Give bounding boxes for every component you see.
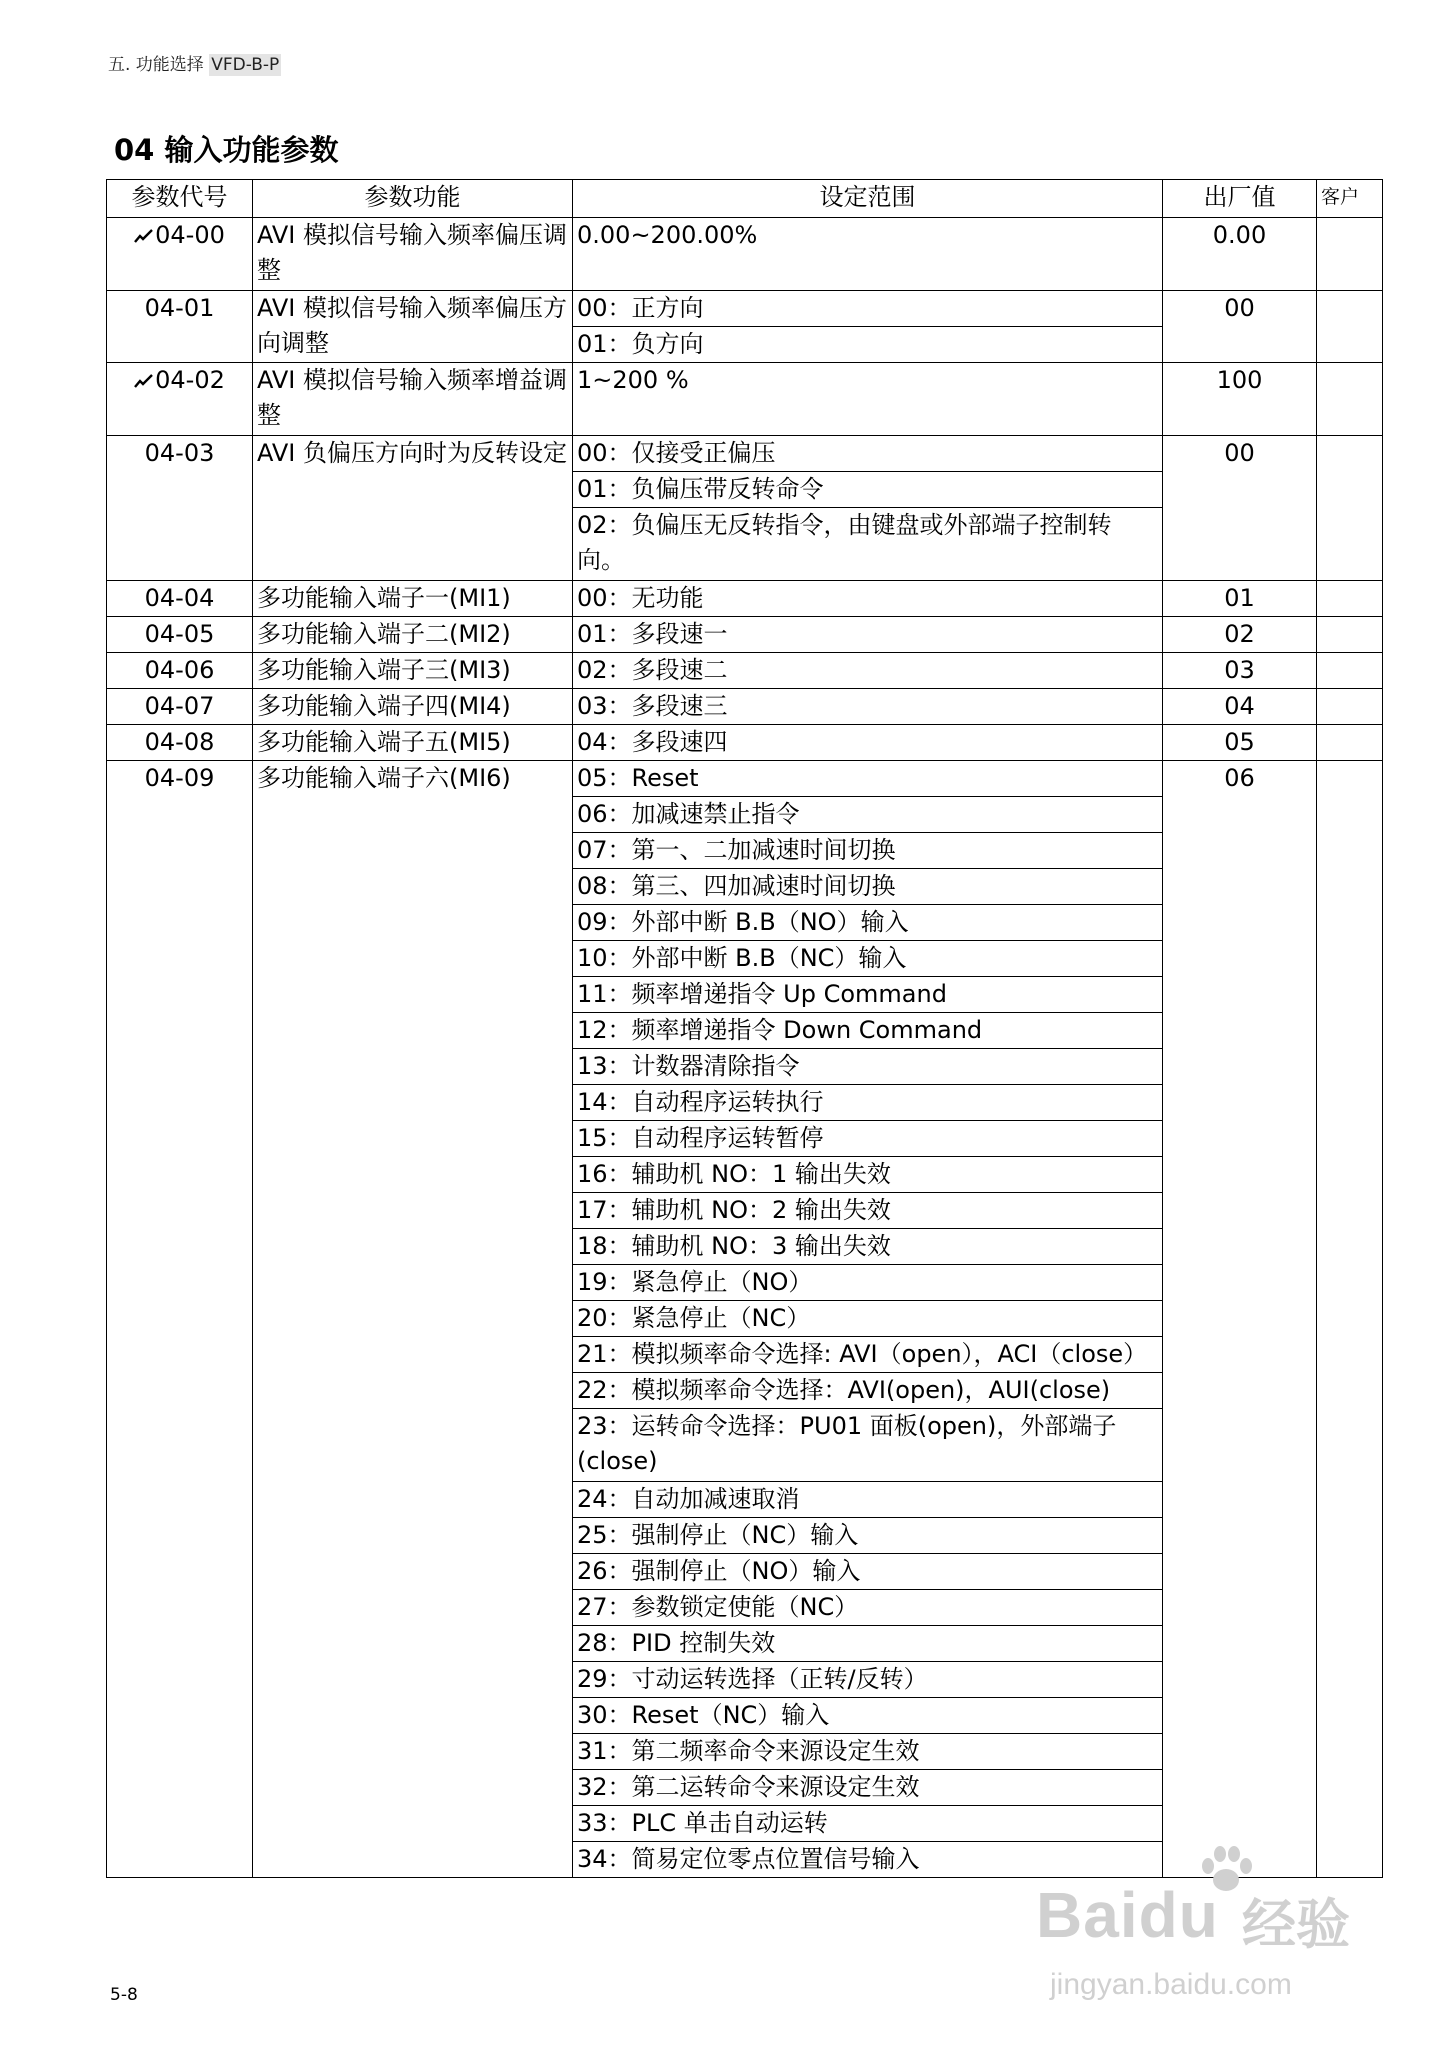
param-default: 06 — [1163, 761, 1317, 1878]
param-range-option: 01：负方向 — [573, 327, 1163, 363]
param-customer — [1317, 218, 1383, 291]
param-code — [107, 689, 253, 725]
param-default: 100 — [1163, 363, 1317, 436]
param-customer — [1317, 653, 1383, 689]
modifiable-mark-icon — [134, 228, 154, 244]
param-range-option: 01：负偏压带反转命令 — [573, 472, 1163, 508]
param-function: 多功能输入端子六(MI6) — [253, 761, 573, 1878]
param-mark — [134, 366, 155, 394]
param-code-text: 04-08 — [144, 728, 215, 756]
col-header-default: 出厂值 — [1163, 180, 1317, 218]
param-default: 05 — [1163, 725, 1317, 761]
page-header — [108, 50, 281, 75]
param-range-option: 03：多段速三 — [573, 689, 1163, 725]
param-range-option: 13：计数器清除指令 — [573, 1049, 1163, 1085]
param-function: 多功能输入端子二(MI2) — [253, 617, 573, 653]
param-range-option: 14：自动程序运转执行 — [573, 1085, 1163, 1121]
col-header-customer: 客户 — [1317, 180, 1383, 218]
param-function: 多功能输入端子五(MI5) — [253, 725, 573, 761]
param-customer — [1317, 761, 1383, 1878]
param-code — [107, 581, 253, 617]
table-row — [107, 291, 1383, 327]
modifiable-mark-icon — [134, 373, 154, 389]
watermark-url: jingyan.baidu.com — [1050, 1968, 1292, 2001]
param-function: 多功能输入端子三(MI3) — [253, 653, 573, 689]
table-body — [107, 218, 1383, 1878]
table-row — [107, 653, 1383, 689]
param-range-option: 08：第三、四加减速时间切换 — [573, 869, 1163, 905]
param-customer — [1317, 581, 1383, 617]
param-range-option: 00：无功能 — [573, 581, 1163, 617]
param-default: 02 — [1163, 617, 1317, 653]
param-customer — [1317, 725, 1383, 761]
param-default: 03 — [1163, 653, 1317, 689]
param-range-option: 22：模拟频率命令选择：AVI(open)，AUI(close) — [573, 1373, 1163, 1409]
param-customer — [1317, 617, 1383, 653]
watermark-cn: 经验 — [1242, 1893, 1350, 1956]
param-code-text: 04-07 — [144, 692, 215, 720]
table-header-row — [107, 180, 1383, 218]
table-row — [107, 725, 1383, 761]
param-code-text: 04-06 — [144, 656, 215, 684]
param-range-option: 32：第二运转命令来源设定生效 — [573, 1770, 1163, 1806]
watermark-logo: Baidu — [1036, 1879, 1219, 1951]
param-range-option: 01：多段速一 — [573, 617, 1163, 653]
param-code-text: 04-01 — [144, 294, 215, 322]
param-range-option: 18：辅助机 NO：3 输出失效 — [573, 1229, 1163, 1265]
param-code — [107, 653, 253, 689]
table-row — [107, 218, 1383, 291]
table-row — [107, 689, 1383, 725]
col-header-range: 设定范围 — [573, 180, 1163, 218]
param-range-option: 04：多段速四 — [573, 725, 1163, 761]
param-range-option: 33：PLC 单击自动运转 — [573, 1806, 1163, 1842]
param-range-option: 02：负偏压无反转指令，由键盘或外部端子控制转向。 — [573, 508, 1163, 581]
param-customer — [1317, 689, 1383, 725]
param-code — [107, 725, 253, 761]
param-function: AVI 模拟信号输入频率偏压方向调整 — [253, 291, 573, 363]
param-customer — [1317, 436, 1383, 581]
param-range-option: 16：辅助机 NO：1 输出失效 — [573, 1157, 1163, 1193]
param-code — [107, 436, 253, 581]
param-code — [107, 291, 253, 363]
param-range-option: 25：强制停止（NC）输入 — [573, 1518, 1163, 1554]
param-default: 00 — [1163, 436, 1317, 581]
table-row — [107, 436, 1383, 472]
param-code — [107, 218, 253, 291]
param-function: 多功能输入端子四(MI4) — [253, 689, 573, 725]
header-chapter: 五. 功能选择 — [108, 55, 204, 75]
param-function: AVI 负偏压方向时为反转设定 — [253, 436, 573, 581]
header-model: VFD-B-P — [211, 55, 280, 75]
param-default: 00 — [1163, 291, 1317, 363]
param-range-option: 24：自动加减速取消 — [573, 1482, 1163, 1518]
table-row — [107, 617, 1383, 653]
table-row — [107, 581, 1383, 617]
param-range-option: 11：频率增递指令 Up Command — [573, 977, 1163, 1013]
param-range-option: 26：强制停止（NO）输入 — [573, 1554, 1163, 1590]
param-code-text: 04-03 — [144, 439, 215, 467]
param-range-option: 27：参数锁定使能（NC） — [573, 1590, 1163, 1626]
param-range-option: 29：寸动运转选择（正转/反转） — [573, 1662, 1163, 1698]
col-header-code: 参数代号 — [107, 180, 253, 218]
param-code-text: 04-02 — [155, 366, 225, 394]
col-header-function: 参数功能 — [253, 180, 573, 218]
param-range-option: 00：正方向 — [573, 291, 1163, 327]
table-row — [107, 363, 1383, 436]
param-range-option: 05：Reset — [573, 761, 1163, 797]
param-function: 多功能输入端子一(MI1) — [253, 581, 573, 617]
param-default: 01 — [1163, 581, 1317, 617]
param-range-option: 12：频率增递指令 Down Command — [573, 1013, 1163, 1049]
section-title: 04 输入功能参数 — [114, 133, 339, 167]
page-number: 5-8 — [110, 1985, 138, 2005]
watermark — [1020, 1840, 1440, 2060]
param-customer — [1317, 363, 1383, 436]
param-customer — [1317, 291, 1383, 363]
param-code — [107, 363, 253, 436]
param-range-option: 23：运转命令选择：PU01 面板(open)，外部端子(close) — [573, 1409, 1163, 1482]
param-range-option: 31：第二频率命令来源设定生效 — [573, 1734, 1163, 1770]
param-range-option: 28：PID 控制失效 — [573, 1626, 1163, 1662]
param-range-option: 1~200 % — [573, 363, 1163, 436]
param-function: AVI 模拟信号输入频率偏压调整 — [253, 218, 573, 291]
param-range-option: 10：外部中断 B.B（NC）输入 — [573, 941, 1163, 977]
param-range-option: 20：紧急停止（NC） — [573, 1301, 1163, 1337]
param-range-option: 30：Reset（NC）输入 — [573, 1698, 1163, 1734]
param-range-option: 17：辅助机 NO：2 输出失效 — [573, 1193, 1163, 1229]
param-code — [107, 761, 253, 1878]
param-range-option: 06：加减速禁止指令 — [573, 797, 1163, 833]
param-range-option: 00：仅接受正偏压 — [573, 436, 1163, 472]
table-row — [107, 761, 1383, 797]
param-range-option: 34：简易定位零点位置信号输入 — [573, 1842, 1163, 1878]
param-code-text: 04-00 — [155, 221, 225, 249]
param-mark — [134, 221, 155, 249]
param-function: AVI 模拟信号输入频率增益调整 — [253, 363, 573, 436]
parameter-table — [106, 179, 1383, 1878]
param-range-option: 02：多段速二 — [573, 653, 1163, 689]
param-default: 0.00 — [1163, 218, 1317, 291]
param-range-option: 15：自动程序运转暂停 — [573, 1121, 1163, 1157]
param-code-text: 04-09 — [144, 764, 215, 792]
param-code-text: 04-04 — [144, 584, 215, 612]
param-range-option: 07：第一、二加减速时间切换 — [573, 833, 1163, 869]
param-default: 04 — [1163, 689, 1317, 725]
param-code — [107, 617, 253, 653]
param-range-option: 19：紧急停止（NO） — [573, 1265, 1163, 1301]
param-code-text: 04-05 — [144, 620, 215, 648]
param-range-option: 21：模拟频率命令选择: AVI（open），ACI（close） — [573, 1337, 1163, 1373]
param-range-option: 0.00~200.00% — [573, 218, 1163, 291]
param-range-option: 09：外部中断 B.B（NO）输入 — [573, 905, 1163, 941]
